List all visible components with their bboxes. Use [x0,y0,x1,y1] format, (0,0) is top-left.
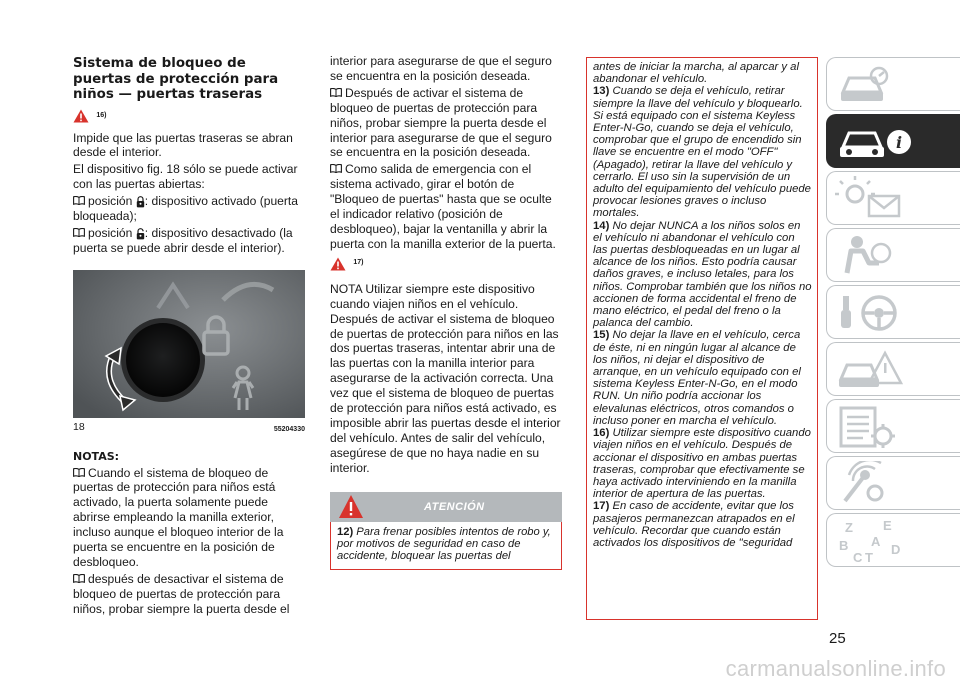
watermark: carmanualsonline.info [725,656,946,681]
warning-number: 16) [593,427,610,440]
warning-item: 15) No dejar la llave en el vehículo, cerca de éste, ni en ningún lugar al alcance de los niños, ni dejar el dispositivo de arranque, en un vehículo equipado con el sistema Keyless Enter-N-Go, en el modo RUN. Un niño podría accionar los elevalunas eléctricos, otros comandos o incluso poner en marcha el vehículo. [593,329,801,427]
paragraph: Impide que las puertas traseras se abran desde el interior. [73,130,293,160]
multimedia-icon [835,461,905,507]
car-info-icon [835,119,915,165]
sidebar-item-car-info[interactable] [826,114,960,168]
steering-wheel-icon [835,290,905,336]
book-bullet-icon [73,228,85,237]
figure-child-lock-photo [73,270,305,418]
note-paragraph: NOTA Utilizar siempre este dispositivo cuando viajen niños en el vehículo. Después de activar el sistema de bloqueo de puertas de protección para niños en las dos puertas traseras, intentar abrir una de las puertas con la manilla interior para asegurarse de la activación correcta. Una vez que el sistema de bloqueo de puertas de protección para niños está activado, es imposible abrir las puertas desde el interior del vehículo. Antes de salir del vehículo, asegúrese de que no haya nadie en su interior. [330,281,561,475]
warnings-column [586,57,818,620]
warning-triangle-icon [338,494,364,520]
lock-closed-icon [136,196,145,208]
warning-ref: 17) [353,258,364,266]
bullet-item: Como salida de emergencia con el sistema activado, girar el botón de "Bloqueo de puertas" hasta que se oculte el indicador relativo (posición de desbloqueo), bajar la ventanilla y abrir la puerta con la manilla exterior de la puerta. [330,162,556,251]
paragraph: interior para asegurarse de que el seguro se encuentra en la posición deseada. [330,54,552,83]
bullet-item: Después de activar el sistema de bloqueo de puertas de protección para niños, probar siempre la puerta desde el interior para asegurarse de que el seguro se encuentra en la posición deseada. [330,85,552,160]
sidebar-item-warning-lights[interactable] [826,171,960,225]
warning-item: 16) Utilizar siempre este dispositivo cuando viajen niños en el vehículo. Después de accionar el dispositivo en ambas puertas traseras, comprobar que efectivamente se haya activado interviniendo en la manilla interior de apertura de las puertas. [593,427,811,501]
bullet-item: posición : dispositivo activado (puerta bloqueada); [73,194,299,224]
book-bullet-icon [330,88,342,97]
warning-number: 15) [593,329,610,342]
index-letter: T [865,550,873,564]
warning-number: 13) [593,85,610,98]
warning-ref: 16) [96,111,107,119]
notes-title: NOTAS: [73,449,120,463]
sidebar-item-dashboard[interactable] [826,57,960,111]
figure-number: 18 [73,420,85,433]
index-letter: A [871,534,881,549]
page-number: 25 [829,630,846,647]
sidebar-item-emergency[interactable] [826,342,960,396]
index-letter: E [883,518,892,533]
warning-number: 14) [593,219,610,232]
book-bullet-icon [73,196,85,205]
sidebar-item-driving[interactable] [826,285,960,339]
attention-banner [330,492,562,522]
warning-ref-row [330,256,562,276]
book-bullet-icon [73,468,85,477]
book-bullet-icon [73,574,85,583]
section-heading: Sistema de bloqueo de puertas de protección para niños — puertas traseras [73,56,279,102]
car-dashboard-icon [835,62,895,108]
bullet-item: posición : dispositivo desactivado (la puerta se puede abrir desde el interior). [73,225,293,255]
note-item: Cuando el sistema de bloqueo de puertas de protección para niños está activado, la puerta solamente puede abrirse empleando la manilla exterior, incluso aunque el bloqueo interior de la puerta se encuentre en la posición de desbloqueo. [73,465,284,569]
column-1 [73,56,305,619]
chapter-sidebar [826,57,960,570]
paragraph: El dispositivo fig. 18 sólo se puede activar con las puertas abiertas: [73,162,298,192]
warning-text: antes de iniciar la marcha, al aparcar y al abandonar el vehículo. [593,61,799,86]
maintenance-list-icon [835,404,905,450]
warning-item: 13) Cuando se deja el vehículo, retirar siempre la llave del vehículo y bloquearlo. Si está equipado con el sistema Keyless Enter-N-Go, cuando se deja el vehículo, comprobar que el grupo de encendido sin llave se encuentre en el modo "OFF" (Apagado), retirar la llave del vehículo y cerrarlo. El uso sin la supervisión de un adulto del equipamiento del vehículo puede provocar lesiones graves o incluso mortales. [593,85,811,220]
figure-code: 55204330 [273,425,305,433]
car-warning-icon [835,347,905,393]
sidebar-item-safety[interactable] [826,228,960,282]
warning-item: 14) No dejar NUNCA a los niños solos en el vehículo ni abandonar el vehículo con las puertas desbloqueadas en un lugar al alcance de los niños. Esto podría causar daños graves, e incluso letales, para los niños. Comprobar también que los niños no accionen de forma accidental el freno de mano eléctrico, el pedal del freno o la palanca del cambio. [593,219,812,330]
sidebar-item-multimedia[interactable] [826,456,960,510]
warning-triangle-icon [73,109,89,123]
child-lock-figure [73,270,305,418]
figure-caption [73,420,305,438]
warning-triangle-icon [330,257,346,271]
index-letters-icon [835,518,915,564]
warning-number: 12) [337,525,354,538]
warning-number: 17) [593,500,610,513]
sidebar-item-maintenance[interactable] [826,399,960,453]
attention-label: ATENCIÓN [424,500,485,513]
index-letter: Z [845,520,853,535]
index-letter: C [853,550,863,564]
column-2 [330,54,562,570]
sidebar-item-index[interactable] [826,513,960,567]
warning-text: Para frenar posibles intentos de robo y, por motivos de seguridad en caso de accidente, bloquear las puertas del [337,525,551,563]
lock-open-icon [136,228,145,240]
attention-box [330,522,562,570]
index-letter: D [891,542,901,557]
warning-ref-row [73,109,305,129]
index-letter: B [839,538,849,553]
note-item: después de desactivar el sistema de bloqueo de puertas de protección para niños, probar siempre la puerta desde el [73,571,290,616]
svg-text:i: i [895,133,903,152]
warning-item: 17) En caso de accidente, evitar que los pasajeros permanezcan atrapados en el vehículo. Recordar que cuando están activados los dispositivos de "seguridad [593,500,795,549]
airbag-passenger-icon [835,233,905,279]
book-bullet-icon [330,164,342,173]
warning-light-icon [835,176,915,222]
